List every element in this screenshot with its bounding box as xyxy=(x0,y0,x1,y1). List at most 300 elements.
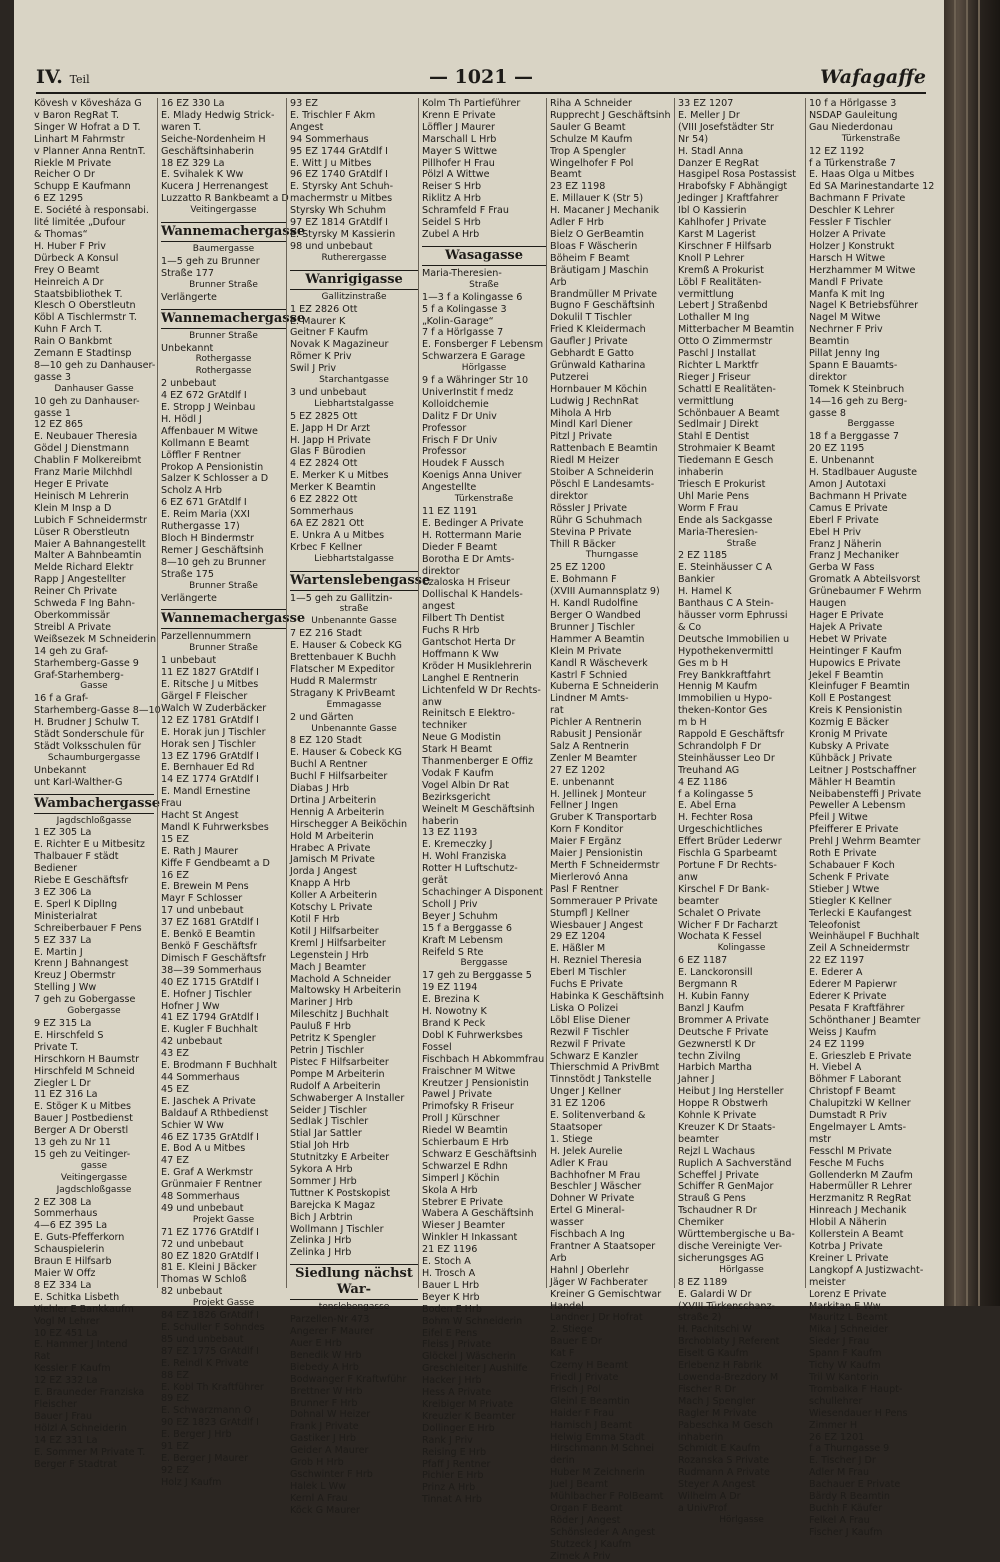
directory-entry: Hornbauer M Köchin xyxy=(550,383,647,395)
directory-entry: Arb xyxy=(550,276,567,288)
directory-entry: Eifel E Pens xyxy=(422,1327,478,1339)
directory-entry: Filbert Th Dentist xyxy=(422,613,505,625)
directory-entry: 96 EZ 1740 GrAtdlf I xyxy=(290,169,388,181)
directory-entry: Gau Niederdonau xyxy=(809,121,893,133)
directory-entry: Heintinger F Kaufm xyxy=(809,645,902,657)
directory-entry: E. Bod A u Mitbes xyxy=(161,1143,246,1155)
directory-entry: 14 geh zu Graf- xyxy=(34,645,109,657)
directory-entry: H. Jellinek J Monteur xyxy=(550,788,647,800)
directory-entry: Kozmig E Bäcker xyxy=(809,717,889,729)
directory-entry: Dohner W Private xyxy=(550,1193,635,1205)
directory-entry: 1 unbebaut xyxy=(161,655,217,667)
directory-entry: Mandl K Fuhrwerksbes xyxy=(161,821,269,833)
street-heading: Wasagasse xyxy=(422,246,546,266)
directory-entry: Köbl A Tischlermstr T. xyxy=(34,312,137,324)
directory-entry: Rozanska S Private xyxy=(678,1455,769,1467)
directory-entry: Franz J Näherin xyxy=(809,538,882,550)
directory-entry: (XVIII Aumannsplatz 9) xyxy=(550,586,660,598)
directory-entry: Schachinger A Disponent xyxy=(422,887,543,898)
directory-entry: Stoiber A Schneiderin xyxy=(550,467,654,479)
directory-entry: Schauspielerin xyxy=(34,1244,105,1256)
directory-entry: Kubsky A Private xyxy=(809,740,889,752)
directory-entry: Brunner F Hrb xyxy=(290,1397,358,1409)
directory-entry: Parzellennummern xyxy=(161,631,252,643)
directory-entry: Brommer A Private xyxy=(678,1014,769,1026)
directory-entry: Bauer L Hrb xyxy=(422,1279,480,1291)
directory-entry: Schulze M Kaufm xyxy=(550,133,633,145)
directory-entry: Merth F Schneidermstr xyxy=(550,860,660,871)
directory-entry: Mihola A Hrb xyxy=(550,407,612,419)
volume-marker: IV. Teil xyxy=(36,66,90,88)
directory-entry: Brchoblaty J Referent xyxy=(678,1336,780,1348)
directory-entry: Benedik W Hrb xyxy=(290,1349,362,1361)
directory-entry: Pichler E Hrb xyxy=(422,1470,484,1482)
directory-entry: Starhemberg-Gasse 9 xyxy=(34,657,139,669)
directory-entry: Lüser R Oberstleutn xyxy=(34,526,130,538)
directory-entry: Pawel J Private xyxy=(422,1089,493,1101)
page-header xyxy=(36,62,926,92)
directory-entry: Schönsleder A Angest xyxy=(550,1526,655,1538)
directory-entry: Mühlbacher F PolBeamt xyxy=(550,1491,664,1503)
directory-entry: 16 EZ xyxy=(161,869,189,881)
directory-entry: E. Häßler M xyxy=(550,943,606,955)
directory-entry: 11 EZ 1191 xyxy=(422,506,478,517)
directory-entry: 14 EZ 1774 GrAtdlf I xyxy=(161,774,259,786)
directory-entry: Tinnstödt J Tankstelle xyxy=(550,1074,652,1086)
directory-entry: E. Meller J Dr xyxy=(678,109,740,121)
directory-entry: 91 EZ xyxy=(161,1441,189,1453)
cross-street: Gallitzinstraße xyxy=(321,291,387,302)
directory-entry: Knapp A Hrb xyxy=(290,878,351,890)
directory-entry: 4—6 EZ 395 La xyxy=(34,1220,108,1232)
directory-entry: 10 f a Hörlgasse 3 xyxy=(809,98,897,109)
cross-street: Hörlgasse xyxy=(719,1514,764,1525)
directory-entry: 6A EZ 2821 Ott xyxy=(290,517,364,529)
cross-street: Starchantgasse xyxy=(319,375,389,386)
directory-entry: Ederer K Private xyxy=(809,990,887,1002)
directory-entry: E. Maurer K xyxy=(290,315,346,327)
directory-entry: E. Tischer J Dr xyxy=(809,1455,876,1467)
directory-entry: gerät xyxy=(422,875,448,887)
directory-entry: E. Reindl K Private xyxy=(161,1357,249,1369)
directory-entry: Bodwanger F Kraftwführ xyxy=(290,1373,407,1385)
directory-entry: Camus E Private xyxy=(809,502,888,514)
directory-entry: Langhel E Rentnerin xyxy=(422,672,519,684)
directory-entry: E. Jaschek A Private xyxy=(161,1095,256,1107)
directory-entry: Hebet W Private xyxy=(809,633,887,645)
directory-entry: Löbl Elise Diener xyxy=(550,1014,631,1026)
directory-entry: H. Brudner J Schulw T. xyxy=(34,717,140,729)
directory-entry: Ederer M Papierwr xyxy=(809,979,897,991)
directory-entry: Kernl A Frau xyxy=(290,1492,348,1504)
directory-entry: Gollenderkn M Zaufm xyxy=(809,1169,913,1181)
directory-entry: (XVIII Türkenschanz- xyxy=(678,1300,775,1312)
directory-entry: Strohmaier K Beamt xyxy=(678,443,776,455)
directory-entry: Württembergische u Ba- xyxy=(678,1229,795,1241)
directory-entry: straße 2) xyxy=(678,1312,722,1324)
directory-entry: 90 EZ 1823 GrAtdlf I xyxy=(161,1417,259,1429)
directory-entry: Roth E Private xyxy=(809,848,877,860)
directory-entry: anw xyxy=(678,871,698,883)
directory-entry: Seider J Tischler xyxy=(290,1104,367,1116)
directory-entry: 98 und unbebaut xyxy=(290,240,373,252)
directory-entry: Angestellte xyxy=(422,482,477,494)
directory-entry: Bezirksgericht xyxy=(422,791,491,803)
directory-entry: Köck G Maurer xyxy=(290,1504,360,1516)
directory-entry: Czerny H Beamt xyxy=(550,1360,628,1372)
header-rule xyxy=(36,92,926,94)
directory-entry: Terlecki E Kaufangest xyxy=(809,907,912,919)
directory-entry: Hirschmann M Schnei xyxy=(550,1443,655,1455)
directory-entry: E. Styrsky M Kassierin xyxy=(290,228,396,240)
directory-entry: Tichy W Kaufm xyxy=(809,1360,881,1372)
directory-entry: Mika J Schneider xyxy=(809,1324,889,1336)
directory-entry: 16 f a Graf- xyxy=(34,693,89,705)
directory-entry: vermittlung xyxy=(678,288,734,300)
directory-entry: Herzmanitz R RegRat xyxy=(809,1193,911,1205)
directory-entry: Hudd R Malermstr xyxy=(290,675,377,687)
directory-entry: Schier W Ww xyxy=(161,1119,224,1131)
directory-entry: Schwaberger A Installer xyxy=(290,1092,405,1104)
directory-entry: Putzerei xyxy=(550,371,589,383)
book-spine xyxy=(944,0,1000,1306)
cross-street: Projekt Gasse xyxy=(192,1214,255,1225)
directory-entry: Berger F Stadtrat xyxy=(34,1458,117,1470)
directory-entry: Klesch O Oberstleutn xyxy=(34,300,136,312)
directory-entry: Zubel A Hrb xyxy=(422,228,480,240)
directory-entry: Landner J Dr Hofrat xyxy=(550,1312,643,1324)
directory-entry: E. Bohmann F xyxy=(550,574,617,586)
directory-entry: Riebe E Geschäftsfr xyxy=(34,875,129,887)
directory-entry: Herzhammer M Witwe xyxy=(809,264,916,276)
directory-entry: Kreuzer K Dr Staats- xyxy=(678,1121,776,1133)
directory-entry: Beschler J Wäscher xyxy=(550,1181,642,1193)
directory-entry: Riedel W Beamtin xyxy=(422,1125,508,1137)
directory-entry: H. Fechter Rosa xyxy=(678,812,754,824)
directory-entry: Schupp E Kaufmann xyxy=(34,181,131,193)
directory-entry: Rapp J Angestellter xyxy=(34,574,126,586)
directory-entry: E. Mandl Ernestine xyxy=(161,786,251,798)
directory-entry: Bielz O GerBeamtin xyxy=(550,228,644,240)
directory-entry: Pesata F Kraftfährer xyxy=(809,1002,905,1014)
directory-entry: 11 EZ 1827 GrAtdlf I xyxy=(161,667,259,679)
directory-entry: Schattl E Realitäten- xyxy=(678,383,776,395)
street-heading: Wambachergasse xyxy=(34,794,154,814)
directory-entry: Banzl J Kaufm xyxy=(678,1002,744,1014)
directory-entry: Maier F Ergänz xyxy=(550,836,622,848)
directory-entry: E. Schuller F Sohndes xyxy=(161,1322,265,1333)
directory-entry: Gantschot Herta Dr xyxy=(422,636,516,648)
directory-entry: Wingelhofer F Pol xyxy=(550,157,634,169)
directory-entry: Wollmann J Tischler xyxy=(290,1223,384,1235)
directory-entry: 25 EZ 1200 xyxy=(550,562,606,574)
directory-entry: Gärgel F Fleischer xyxy=(161,690,248,702)
directory-entry: Felkel A Frau xyxy=(809,1514,870,1526)
directory-entry: Kövesh v Kövesháza G xyxy=(34,98,142,109)
directory-entry: Kollmann E Beamt xyxy=(161,437,250,449)
directory-entry: 3 EZ 306 La xyxy=(34,887,92,898)
directory-entry: unt Karl-Walther-G xyxy=(34,776,123,788)
directory-entry: H. Nowotny K xyxy=(422,1006,487,1018)
directory-entry: Hoffmann K Ww xyxy=(422,648,499,660)
directory-entry: Seiche-Nordenheim H xyxy=(161,133,266,145)
directory-entry: Grob H Hrb xyxy=(290,1457,344,1469)
directory-entry: Vodak F Kaufm xyxy=(422,767,494,779)
directory-entry: Danzer E RegRat xyxy=(678,157,759,169)
directory-entry: 1 EZ 305 La xyxy=(34,827,92,839)
directory-entry: Bauer J Postbedienst xyxy=(34,1113,133,1125)
directory-entry: Helwig Emma Stadt xyxy=(550,1431,645,1443)
directory-entry: Bediener xyxy=(34,863,78,875)
directory-entry: 71 EZ 1776 GrAtdlf I xyxy=(161,1226,259,1238)
directory-entry: Parzellen-Nr 473 xyxy=(290,1314,370,1326)
directory-entry: Heibut J Ing Hersteller xyxy=(678,1086,784,1098)
directory-entry: 11 EZ 316 La xyxy=(34,1089,98,1101)
directory-entry: 93 EZ xyxy=(290,98,318,109)
directory-entry: Glöckel J Wäscherin xyxy=(422,1351,516,1363)
directory-entry: Biebedy A Hrb xyxy=(290,1361,359,1373)
directory-entry: Arb xyxy=(550,1252,567,1264)
directory-entry: Grünwald Katharina xyxy=(550,359,646,371)
directory-entry: Pauluß F Hrb xyxy=(290,1021,351,1033)
directory-entry: Sauler G Beamt xyxy=(550,121,626,133)
directory-entry: Hess A Private xyxy=(422,1387,492,1399)
directory-entry: inhaberin xyxy=(678,1431,724,1443)
directory-entry: Pitzl J Private xyxy=(550,431,613,443)
street-heading: Wannemachergasse xyxy=(161,222,286,242)
directory-entry: Unger J Kellner xyxy=(550,1086,621,1098)
directory-entry: 26 EZ 1201 xyxy=(809,1431,865,1443)
directory-entry: Bräutigam J Maschin xyxy=(550,264,649,276)
directory-entry: Kolloidchemie xyxy=(422,398,489,410)
directory-entry: Hennig M Kaufm xyxy=(678,681,758,693)
directory-entry: Schönbauer A Beamt xyxy=(678,407,780,419)
directory-entry: E. Solitenverband & xyxy=(550,1110,646,1122)
directory-entry: Stelling J Ww xyxy=(34,982,97,994)
directory-entry: 7 f a Hörlgasse 7 xyxy=(422,327,504,339)
directory-entry: Luzzatto R Bankbeamt a D xyxy=(161,193,289,205)
directory-entry: Reising E Hrb xyxy=(422,1446,487,1458)
directory-entry: Harbich Martha xyxy=(678,1062,753,1074)
directory-entry: Kollerstein A Beamt xyxy=(809,1229,904,1241)
directory-entry: Riklitz A Hrb xyxy=(422,193,481,205)
directory-entry: Tril W Kantorin xyxy=(809,1371,879,1383)
directory-entry: Braun E Hilfsarb xyxy=(34,1256,112,1268)
directory-entry: Greschleiter J Aushilfe xyxy=(422,1363,528,1375)
directory-entry: Staatsbibliothek T. xyxy=(34,288,123,300)
directory-entry: E. Société à responsabi. xyxy=(34,205,149,217)
cross-street: Danhauser Gasse xyxy=(54,383,134,394)
directory-entry: E. Graf A Werkmstr xyxy=(161,1167,253,1179)
directory-entry: 8 EZ 334 La xyxy=(34,1279,92,1291)
directory-entry: E. Stöger K u Mitbes xyxy=(34,1101,132,1113)
directory-entry: m b H xyxy=(678,717,707,729)
directory-entry: Jorda J Angest xyxy=(290,866,357,878)
directory-entry: Skola A Hrb xyxy=(422,1184,478,1196)
directory-entry: 6 EZ 1295 xyxy=(34,193,84,205)
directory-entry: Hajek A Private xyxy=(809,621,883,633)
cross-street: Projekt Gasse xyxy=(192,1298,255,1309)
directory-entry: Mayr F Schlosser xyxy=(161,893,243,905)
directory-entry: Böheim F Beamt xyxy=(550,252,630,264)
directory-entry: E. Horak jun J Tischler xyxy=(161,726,266,738)
directory-entry: Mähler H Beamtin xyxy=(809,776,896,788)
directory-entry: 81 E. Kleini J Bäcker xyxy=(161,1262,257,1274)
directory-entry: Rat xyxy=(34,1351,51,1363)
directory-entry: Schwarzel E Rdhn xyxy=(422,1160,508,1172)
directory-entry: Bauer J Frau xyxy=(34,1410,93,1422)
directory-entry: Zelinka J Hrb xyxy=(290,1247,352,1259)
directory-entry: Leitner J Postschaffner xyxy=(809,764,917,776)
directory-entry: Buchl F Hilfsarbeiter xyxy=(290,771,388,783)
directory-entry: Schierbaum E Hrb xyxy=(422,1137,509,1149)
directory-entry: Dumstadt R Priv xyxy=(809,1110,887,1122)
directory-entry: Langkopf A Justizwacht- xyxy=(809,1264,924,1276)
directory-entry: Dollinger E Hrb xyxy=(422,1422,495,1434)
directory-entry: 31 EZ 1206 xyxy=(550,1098,606,1110)
directory-entry: Berger A Dr Oberstl xyxy=(34,1125,129,1137)
directory-entry: Knoll P Lehrer xyxy=(678,252,745,264)
directory-entry: Remer J Geschäftsinh xyxy=(161,544,264,556)
directory-entry: Schreiberbauer F Pens xyxy=(34,922,142,934)
directory-entry: a UnivProf xyxy=(678,1502,727,1514)
directory-entry: Adler F Hrb xyxy=(550,217,604,229)
directory-entry: Ruplich A Sachverständ xyxy=(678,1157,792,1169)
directory-entry: H. Hamel K xyxy=(678,586,732,598)
directory-entry: Kreuz J Obermstr xyxy=(34,970,116,982)
directory-entry: Schwarz E Geschäftsinh xyxy=(422,1148,537,1160)
directory-entry: H. Kubin Fanny xyxy=(678,990,750,1002)
directory-entry: 14—16 geh zu Berg- xyxy=(809,395,908,407)
directory-entry: Kreml J Hilfsarbeiter xyxy=(290,937,386,949)
directory-entry: 4 EZ 1186 xyxy=(678,776,728,788)
running-title: Wafagaffe xyxy=(820,66,926,88)
directory-entry: Petrin J Tischler xyxy=(290,1044,364,1056)
directory-entry: Holz J Kaufm xyxy=(161,1476,222,1488)
directory-entry: Richter L Marktfr xyxy=(678,359,759,371)
directory-entry: Portune F Dr Rechts- xyxy=(678,860,777,871)
directory-entry: 22 EZ 1197 xyxy=(809,955,865,967)
directory-entry: Unbekannt xyxy=(161,342,214,354)
directory-entry: Schrandolph F Dr xyxy=(678,740,762,752)
directory-entry: Stark H Beamt xyxy=(422,744,493,756)
directory-entry: E. Rath J Maurer xyxy=(161,845,239,857)
directory-entry: E. Hauser & Cobeck KG xyxy=(290,747,402,759)
directory-entry: Professor xyxy=(422,446,467,458)
directory-entry: Bachhofner M Frau xyxy=(550,1169,641,1181)
directory-entry: Kuhn F Arch T. xyxy=(34,324,103,336)
directory-entry: Frisch J Pol xyxy=(550,1383,601,1395)
directory-entry: Erlebenz H Fabrik xyxy=(678,1360,762,1372)
cross-street: Gobergasse xyxy=(67,1006,121,1017)
directory-entry: E. Schitka Lisbeth xyxy=(34,1291,120,1303)
directory-entry: Immobilien u Hypo- xyxy=(678,693,773,705)
directory-entry: Kohnle K Private xyxy=(678,1110,757,1122)
directory-entry: 17 geh zu Berggasse 5 xyxy=(422,970,532,982)
directory-entry: Nr 54) xyxy=(678,133,709,145)
directory-entry: Czaloska H Friseur xyxy=(422,577,511,589)
directory-entry: Glas F Bürodien xyxy=(290,446,366,458)
directory-entry: Dalitz F Dr Univ xyxy=(422,410,497,422)
directory-entry: Koll E Postangest xyxy=(809,693,891,705)
directory-entry: Hirschegger A Beiköchin xyxy=(290,818,408,830)
directory-entry: 89 EZ xyxy=(161,1393,189,1405)
directory-entry: Eiselt G Kaufm xyxy=(678,1348,749,1360)
directory-entry: E. Stropp J Weinbau xyxy=(161,402,256,414)
directory-entry: Linhart M Fahrmstr xyxy=(34,133,125,145)
directory-entry: Rühr G Schuhmach xyxy=(550,514,643,526)
directory-entry: Adler M Frau xyxy=(809,1467,870,1479)
directory-entry: Beyer J Schuhm xyxy=(422,910,498,922)
directory-entry: Böhmer F Laborant xyxy=(809,1074,902,1086)
directory-entry: Maltowsky H Arbeiterin xyxy=(290,985,402,997)
directory-entry: Pabeschka M Gesch xyxy=(678,1419,773,1431)
directory-entry: Triesch E Prokurist xyxy=(678,479,766,490)
directory-entry: Hahnl J Oberlehr xyxy=(550,1264,629,1276)
directory-entry: Banthaus C A Stein- xyxy=(678,598,774,610)
directory-entry: Rezwil F Private xyxy=(550,1038,626,1050)
directory-entry: rat xyxy=(550,705,564,717)
directory-entry: Thomas W Schloß xyxy=(161,1274,247,1286)
directory-entry: Adler K Frau xyxy=(550,1157,609,1169)
directory-entry: Hirschfeld M Schneid xyxy=(34,1065,135,1077)
directory-entry: 2 EZ 308 La xyxy=(34,1196,92,1208)
directory-entry: E. Guts-Pfefferkorn xyxy=(34,1232,125,1244)
directory-entry: Angerer F Maurer xyxy=(290,1326,374,1338)
directory-entry: E. Ederer A xyxy=(809,967,863,979)
directory-entry: Deutsche Immobilien u xyxy=(678,633,790,645)
directory-entry: Frisch F Dr Univ xyxy=(422,434,498,446)
directory-entry: Kleinfuger F Beamtin xyxy=(809,681,910,693)
directory-entry: Schalet O Private xyxy=(678,907,761,919)
directory-entry: Wieser J Beamter xyxy=(422,1220,505,1232)
directory-entry: Frey O Beamt xyxy=(34,264,100,276)
directory-entry: Löffler J Maurer xyxy=(422,121,495,133)
directory-entry: Organ F Beamt xyxy=(550,1502,623,1514)
directory-entry: techn Zivilng xyxy=(678,1050,741,1062)
directory-entry: mstr xyxy=(809,1133,832,1145)
directory-entry: Kessler F Kaufm xyxy=(34,1363,111,1375)
directory-entry: Wabera A Geschäftsinh xyxy=(422,1208,534,1220)
directory-entry: Kraft M Lebensm xyxy=(422,934,503,946)
directory-entry: Fischla G Sparbeamt xyxy=(678,848,777,860)
directory-entry: 80 EZ 1820 GrAtdlf I xyxy=(161,1250,259,1262)
cross-street: Brunner Straße xyxy=(189,643,258,654)
directory-entry: Mayer S Wittwe xyxy=(422,145,498,157)
directory-entry: Nechrner F Priv xyxy=(809,324,883,336)
directory-entry: Jamisch M Private xyxy=(290,854,375,866)
directory-entry: Legenstein J Hrb xyxy=(290,949,369,961)
directory-entry: 12 EZ 332 La xyxy=(34,1375,98,1387)
directory-entry: E. Trischler F Akm xyxy=(290,109,376,121)
directory-entry: Bachauer E Private xyxy=(809,1479,901,1491)
directory-entry: Handel xyxy=(550,1300,584,1312)
cross-street: Straße xyxy=(726,538,757,549)
directory-entry: E. Sperl K DiplIng xyxy=(34,898,118,910)
directory-entry: Rain O Bankbmt xyxy=(34,336,113,348)
directory-entry: Scheffel J Private xyxy=(678,1169,759,1181)
directory-entry: gasse 1 xyxy=(34,407,72,419)
directory-entry: NSDAP Gauleitung xyxy=(809,109,898,121)
directory-entry: Lubich F Schneidermstr xyxy=(34,514,147,526)
directory-entry: Bugno F Geschäftsinh xyxy=(550,300,655,312)
directory-entry: Kiffe F Gendbeamt a D xyxy=(161,857,270,869)
directory-entry: 10 geh zu Danhauser- xyxy=(34,395,140,407)
directory-entry: Klein M Private xyxy=(550,645,622,657)
directory-entry: Zemann E Stadtinsp xyxy=(34,348,132,360)
directory-entry: Hypothekenvermittl xyxy=(678,645,774,657)
directory-entry: Baldauf A Rthbedienst xyxy=(161,1107,269,1119)
